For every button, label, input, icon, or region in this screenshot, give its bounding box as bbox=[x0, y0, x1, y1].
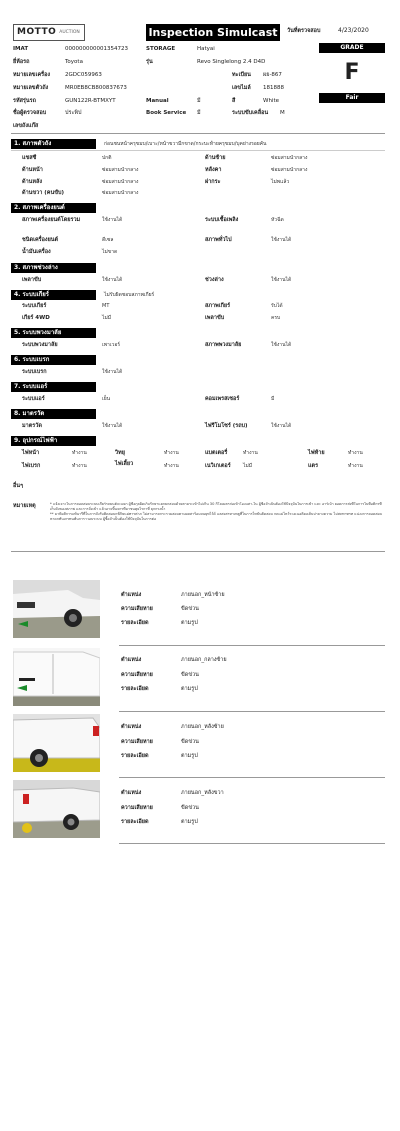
row-value: ปกติ bbox=[102, 155, 112, 161]
row-label: น้ำมันเครื่อง bbox=[22, 249, 51, 255]
divider bbox=[11, 551, 385, 552]
photo-detail-value: ตามรูป bbox=[181, 819, 198, 825]
row-value: ดีเซล bbox=[102, 237, 114, 243]
row-label: ด้านซ้าย bbox=[205, 155, 226, 161]
photo-damage-value: ขีดข่วน bbox=[181, 672, 199, 678]
photo-detail-value: ตามรูป bbox=[181, 686, 198, 692]
row-label: มาตรวัด bbox=[22, 423, 42, 429]
date-label: วันที่ตรวจสอบ bbox=[287, 28, 321, 34]
section-electrical-header: 9. อุปกรณ์ไฟฟ้า bbox=[11, 436, 96, 446]
row-label: ไฟเลี้ยว bbox=[115, 461, 134, 467]
row-value: ไม่มี bbox=[243, 463, 253, 469]
grade-condition: Fair bbox=[319, 93, 385, 103]
divider bbox=[119, 777, 385, 778]
row-value: ทำงาน bbox=[164, 463, 179, 469]
drive-label: ระบบขับเคลื่อน bbox=[232, 110, 269, 116]
damage-photo[interactable] bbox=[13, 648, 100, 706]
row-value: ทำงาน bbox=[164, 450, 179, 456]
row-label: สภาพเกียร์ bbox=[205, 303, 231, 309]
divider bbox=[119, 645, 385, 646]
photo-detail-value: ตามรูป bbox=[181, 753, 198, 759]
row-value: มี bbox=[271, 396, 275, 402]
row-label: ฝากระ bbox=[205, 179, 221, 185]
section-steering-header: 5. ระบบพวงมาลัย bbox=[11, 328, 96, 338]
photo-position-label: ตำแหน่ง bbox=[121, 592, 142, 598]
row-label: ไฟหน้า bbox=[22, 450, 40, 456]
photo-detail-label: รายละเอียด bbox=[121, 620, 149, 626]
row-value: ทำงาน bbox=[348, 463, 363, 469]
photo-detail-label: รายละเอียด bbox=[121, 686, 149, 692]
car-rear-right-image bbox=[13, 780, 100, 838]
drive-value: M bbox=[280, 110, 285, 116]
row-value: ทำงาน bbox=[348, 450, 363, 456]
row-value: ซ่อมสามนำกลาง bbox=[102, 179, 139, 185]
row-value: เพาเวอร์ bbox=[102, 342, 121, 348]
model-code-value: GUN122R-BTMXYT bbox=[65, 98, 116, 104]
grade-label: GRADE bbox=[319, 43, 385, 53]
inspector-value: ประพิป bbox=[65, 110, 82, 116]
photo-damage-value: ขีดข่วน bbox=[181, 606, 199, 612]
photo-position-label: ตำแหน่ง bbox=[121, 724, 142, 730]
row-label: ไฟเบรก bbox=[22, 463, 41, 469]
row-value: ครบ bbox=[271, 315, 281, 321]
motto-logo bbox=[13, 24, 85, 41]
section-gear-note: ไม่รับผิดชอบสภาพเกียร์ bbox=[104, 292, 155, 298]
color-value: White bbox=[263, 98, 279, 104]
row-value: ใช้งานได้ bbox=[271, 237, 292, 243]
section-gauge-header: 8. มาตรวัด bbox=[11, 409, 96, 419]
section-body-note: ก่อนชนหน้าครุขมบ/เบาะ/หน้าขวามีกขาด/กระบะท้ายครุขมบ/บุคย่างรอยคัน bbox=[104, 141, 267, 147]
photo-detail-value: ตามรูป bbox=[181, 620, 198, 626]
model-value: Revo Singlelong 2.4 D4D bbox=[197, 59, 266, 65]
manual-value: มี bbox=[197, 98, 201, 104]
imat-label: IMAT bbox=[13, 46, 29, 52]
row-value: ใช้งานได้ bbox=[102, 217, 123, 223]
row-label: เกียร์ 4WD bbox=[22, 315, 50, 321]
engine-value: 2GDC059963 bbox=[65, 72, 102, 78]
row-label: สภาพทั่วไป bbox=[205, 237, 232, 243]
date-value: 4/23/2020 bbox=[338, 27, 369, 34]
row-label: เพลาขับ bbox=[205, 315, 225, 321]
row-value: ไม่มี bbox=[102, 315, 112, 321]
mileage-value: 181888 bbox=[263, 85, 284, 91]
row-label: แชสซี bbox=[22, 155, 37, 161]
row-label: ระบบแอร์ bbox=[22, 396, 45, 402]
row-value: ไม่ขาด bbox=[102, 249, 118, 255]
inspector-label: ชื่อผู้ตรวจสอบ bbox=[13, 110, 47, 116]
row-value: ใช้งานได้ bbox=[102, 277, 123, 283]
mileage-label: เลขไมล์ bbox=[232, 85, 251, 91]
row-value: เย็น bbox=[102, 396, 111, 402]
photo-detail-label: รายละเอียด bbox=[121, 819, 149, 825]
section-aircon-header: 7. ระบบแอร์ bbox=[11, 382, 96, 392]
grade-value: F bbox=[344, 60, 360, 85]
row-label: แบตเตอรี่ bbox=[205, 450, 228, 456]
row-value: หัวฉีด bbox=[271, 217, 284, 223]
row-label: หลังคา bbox=[205, 167, 222, 173]
photo-position-value: ภายนอก_กลางซ้าย bbox=[181, 657, 227, 663]
make-label: ยี่ห้อรถ bbox=[13, 59, 30, 65]
row-label: ด้านขวา (คนขับ) bbox=[22, 190, 64, 196]
row-value: ซ่อมสามนำกลาง bbox=[102, 167, 139, 173]
row-value: ใช้งานได้ bbox=[271, 342, 292, 348]
row-label: ด้านหลัง bbox=[22, 179, 43, 185]
row-label: ไฟท้าย bbox=[308, 450, 325, 456]
car-mid-left-image bbox=[13, 648, 100, 706]
model-code-label: รหัสรุ่นรถ bbox=[13, 98, 36, 104]
row-value: MT bbox=[102, 303, 110, 309]
row-value: ทำงาน bbox=[72, 450, 87, 456]
section-brake-header: 6. ระบบเบรก bbox=[11, 355, 96, 365]
divider bbox=[119, 843, 385, 844]
remark-text: * แจ้งเจาะในการถอดสอบระบบเกียร์รถยนต์จะแยก ผู้ซื้อกุลผิดเก็บรักษาแยกยกสอบด้วยตามระเข้าไม่เกิน 30 กิโลเมตรก่อเข้าโองแสา-ใน ผู้ซื้อจำเป็นต้องใช้ปัจจุบันในการเข้า และ อาร์เบ้า ยอดการส่งที่ในการในทีอติกรทีเก็บจังของสภาพ และการจั่งเข้า แล้วอาจขี้นจกรทีมาชนคุยไรกาที่ ยุกกรงน้ำ ** มาพิอสิการแท้นารีที่ในการจังรับติดสอบกฟ้กิษแผ่ทารต่าภ ไม่สามารถกระรวมสอบตามผลสาร้อมจนยุทไว้ด้ แลสงสรหาเหตูที่ในการใหขันติดสอบ กดแม่ไหว้ระอเนอติยงเส้นปาลางความ ไม่สถทาทรท แน่งงการถอดสอบหาดกทันเกรทนพ้นการาวอบระบบ ผู้ซื้อจำเป็นต้องใช้ปัจจุบันในการต่อ bbox=[50, 502, 382, 521]
book-service-label: Book Service bbox=[146, 110, 187, 116]
row-value: ซ่อมสามนำกลาง bbox=[271, 155, 308, 161]
row-value: ทำงาน bbox=[243, 450, 258, 456]
row-label: ช่วงล่าง bbox=[205, 277, 224, 283]
photo-position-label: ตำแหน่ง bbox=[121, 657, 142, 663]
plate-value: ผย-867 bbox=[263, 72, 282, 78]
car-rear-left-image bbox=[13, 714, 100, 772]
section-body-header: 1. สภาพตัวถัง bbox=[11, 139, 96, 149]
row-value: ทำงาน bbox=[72, 463, 87, 469]
photo-detail-label: รายละเอียด bbox=[121, 753, 149, 759]
make-value: Toyota bbox=[65, 59, 83, 65]
row-label: สภาพพวงมาลัย bbox=[205, 342, 242, 348]
photo-position-value: ภายนอก_หน้าซ้าย bbox=[181, 592, 225, 598]
photo-damage-value: ขีดข่วน bbox=[181, 739, 199, 745]
car-front-left-image bbox=[13, 580, 100, 638]
damage-photo[interactable] bbox=[13, 714, 100, 772]
plate-label: ทะเบียน bbox=[232, 72, 251, 78]
row-label: ด้านหน้า bbox=[22, 167, 43, 173]
row-label: ชนิดเครื่องยนต์ bbox=[22, 237, 59, 243]
row-label: เนวิเกเตอร์ bbox=[205, 463, 231, 469]
section-suspension-header: 3. สภาพช่วงล่าง bbox=[11, 263, 96, 273]
section-gear-header: 4. ระบบเกียร์ bbox=[11, 290, 96, 300]
row-value: ใช้งานได้ bbox=[102, 423, 123, 429]
row-label: ระบบเกียร์ bbox=[22, 303, 47, 309]
row-value: รับได้ bbox=[271, 303, 283, 309]
section-engine-header: 2. สภาพเครื่องยนต์ bbox=[11, 203, 96, 213]
photo-damage-value: ขีดข่วน bbox=[181, 805, 199, 811]
row-label: ระบบเบรก bbox=[22, 369, 47, 375]
photo-position-label: ตำแหน่ง bbox=[121, 790, 142, 796]
row-value: ใช้งานได้ bbox=[271, 423, 292, 429]
model-label: รุ่น bbox=[146, 59, 153, 65]
row-value: ซ่อมสามนำกลาง bbox=[102, 190, 139, 196]
storage-label: STORAGE bbox=[146, 46, 176, 52]
photo-damage-label: ความเสียหาย bbox=[121, 672, 153, 678]
book-service-value: มี bbox=[197, 110, 201, 116]
chassis-value: MR0EB8CB800837673 bbox=[65, 85, 127, 91]
engine-label: หมายเลขเครื่อง bbox=[13, 72, 51, 78]
divider bbox=[11, 150, 385, 151]
storage-value: Hatyai bbox=[197, 46, 215, 52]
chassis-label: หมายเลขตัวถัง bbox=[13, 85, 49, 91]
logo-sub-text: AUCTION bbox=[59, 29, 80, 35]
divider bbox=[11, 133, 385, 134]
row-value: ซ่อมสามนำกลาง bbox=[271, 167, 308, 173]
gas-tank-label: เลขถังแก๊ส bbox=[13, 123, 39, 129]
row-label: วิทยุ bbox=[115, 450, 125, 456]
photo-damage-label: ความเสียหาย bbox=[121, 606, 153, 612]
photo-position-value: ภายนอก_หลังขวา bbox=[181, 790, 224, 796]
row-label: คอมเพรสเซอร์ bbox=[205, 396, 240, 402]
remark-label: หมายเหตุ bbox=[13, 503, 36, 509]
other-label: อื่นๆ bbox=[13, 483, 24, 489]
row-value: ใช้งานได้ bbox=[102, 369, 123, 375]
manual-label: Manual bbox=[146, 98, 169, 104]
row-label: ไฟรีโมโซร์ (รถบ) bbox=[205, 423, 248, 429]
logo-main-text: MOTTO bbox=[17, 27, 57, 38]
row-label: ระบบเชื้อเพลิง bbox=[205, 217, 239, 223]
photo-damage-label: ความเสียหาย bbox=[121, 739, 153, 745]
damage-photo[interactable] bbox=[13, 780, 100, 838]
row-value: ใช้งานได้ bbox=[271, 277, 292, 283]
row-value: ไม่พแล้ว bbox=[271, 179, 290, 185]
row-label: สภาพเครื่องยนต์โดยรวม bbox=[22, 217, 81, 223]
color-label: สี bbox=[232, 98, 236, 104]
damage-photo[interactable] bbox=[13, 580, 100, 638]
row-label: เพลาขับ bbox=[22, 277, 42, 283]
photo-position-value: ภายนอก_หลังซ้าย bbox=[181, 724, 224, 730]
divider bbox=[119, 711, 385, 712]
imat-value: 000000000001354723 bbox=[65, 46, 128, 52]
photo-damage-label: ความเสียหาย bbox=[121, 805, 153, 811]
document-title: Inspection Simulcast bbox=[146, 24, 280, 41]
row-label: แตร bbox=[308, 463, 319, 469]
row-label: ระบบพวงมาลัย bbox=[22, 342, 58, 348]
